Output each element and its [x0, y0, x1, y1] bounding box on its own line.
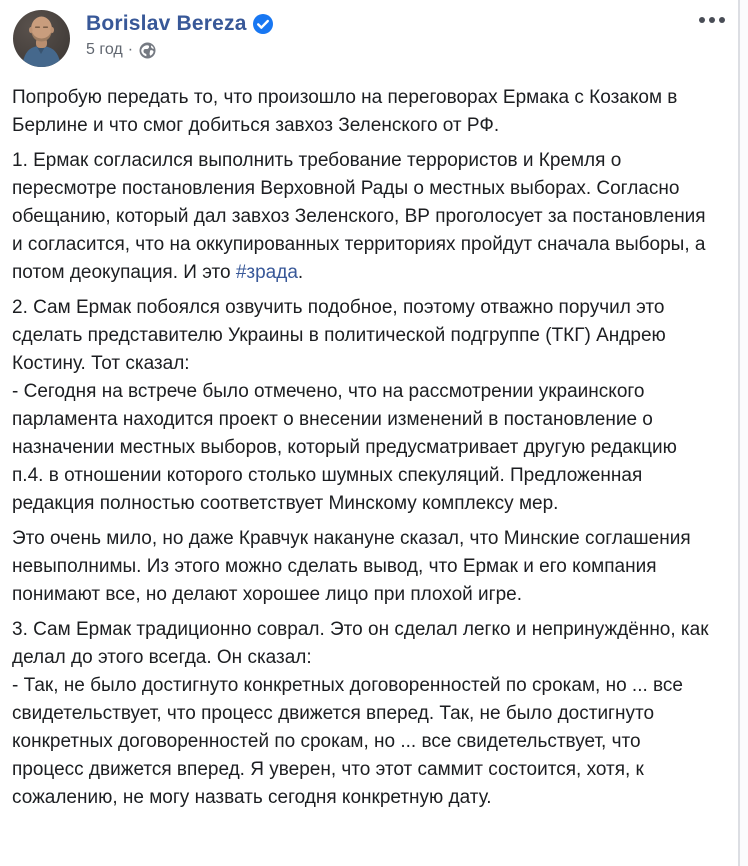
post-paragraph: Попробую передать то, что произошло на переговорах Ермака с Козаком в Берлине и что смог добиться завхоз Зеленского от РФ. [12, 87, 678, 136]
post-paragraph: 1. Ермак согласился выполнить требование террористов и Кремля о пересмотре постановления Верховной Рады о местных выборах. Согласно обещанию, который дал завхоз Зеленского, ВР проголосует за постановления и согласится, что на оккупированных территориях пройдут сначала выборы, а потом деокупация. И это #зрада. [12, 150, 706, 283]
ellipsis-icon [699, 17, 705, 23]
post-text [0, 84, 738, 812]
post-paragraph: 3. Сам Ермак традиционно соврал. Это он сделал легко и непринуждённо, как делал до этого всегда. Он сказал: - Так, не было достигнуто конкретных договоренностей по срокам, но ... все свидетельствует, что процесс движется вперед. Так, не было достигнуто конкретных договоренностей по срокам, но ... все свидетельствует, что процесс движется вперед. Я уверен, что этот саммит состоится, хотя, к сожалению, не могу назвать сегодня конкретную дату. [12, 619, 709, 808]
author-name-link[interactable]: Borislav Bereza [86, 12, 247, 35]
header-text [86, 10, 273, 59]
post-meta [86, 41, 273, 59]
post-paragraph: 2. Сам Ермак побоялся озвучить подобное, поэтому отважно поручил это сделать представителю Украины в политической подгруппе (ТКГ) Андрею Костину. Тот сказал: - Сегодня на встрече было отмечено, что на рассмотрении украинского парламента находится проект о внесении изменений в постановление о назначении местных выборов, который предусматривает другую редакцию п.4. в отношении которого столько шумных спекуляций. Предложенная редакция полностью соответствует Минскому комплексу мер. [12, 297, 677, 514]
timestamp-link[interactable]: 5 год [86, 41, 123, 58]
hashtag-link[interactable]: #зрада [235, 262, 298, 283]
meta-separator: · [127, 41, 134, 58]
globe-icon [139, 42, 156, 59]
post-paragraph: Это очень мило, но даже Кравчук накануне сказал, что Минские соглашения невыполнимы. Из этого можно сделать вывод, что Ермак и его компания понимают все, но делают хорошее лицо при плохой игре. [12, 528, 691, 605]
post-header [0, 0, 738, 67]
avatar[interactable] [13, 10, 70, 67]
verified-badge-icon [253, 14, 273, 34]
profile-photo [13, 10, 70, 67]
more-options-button[interactable] [692, 8, 732, 32]
